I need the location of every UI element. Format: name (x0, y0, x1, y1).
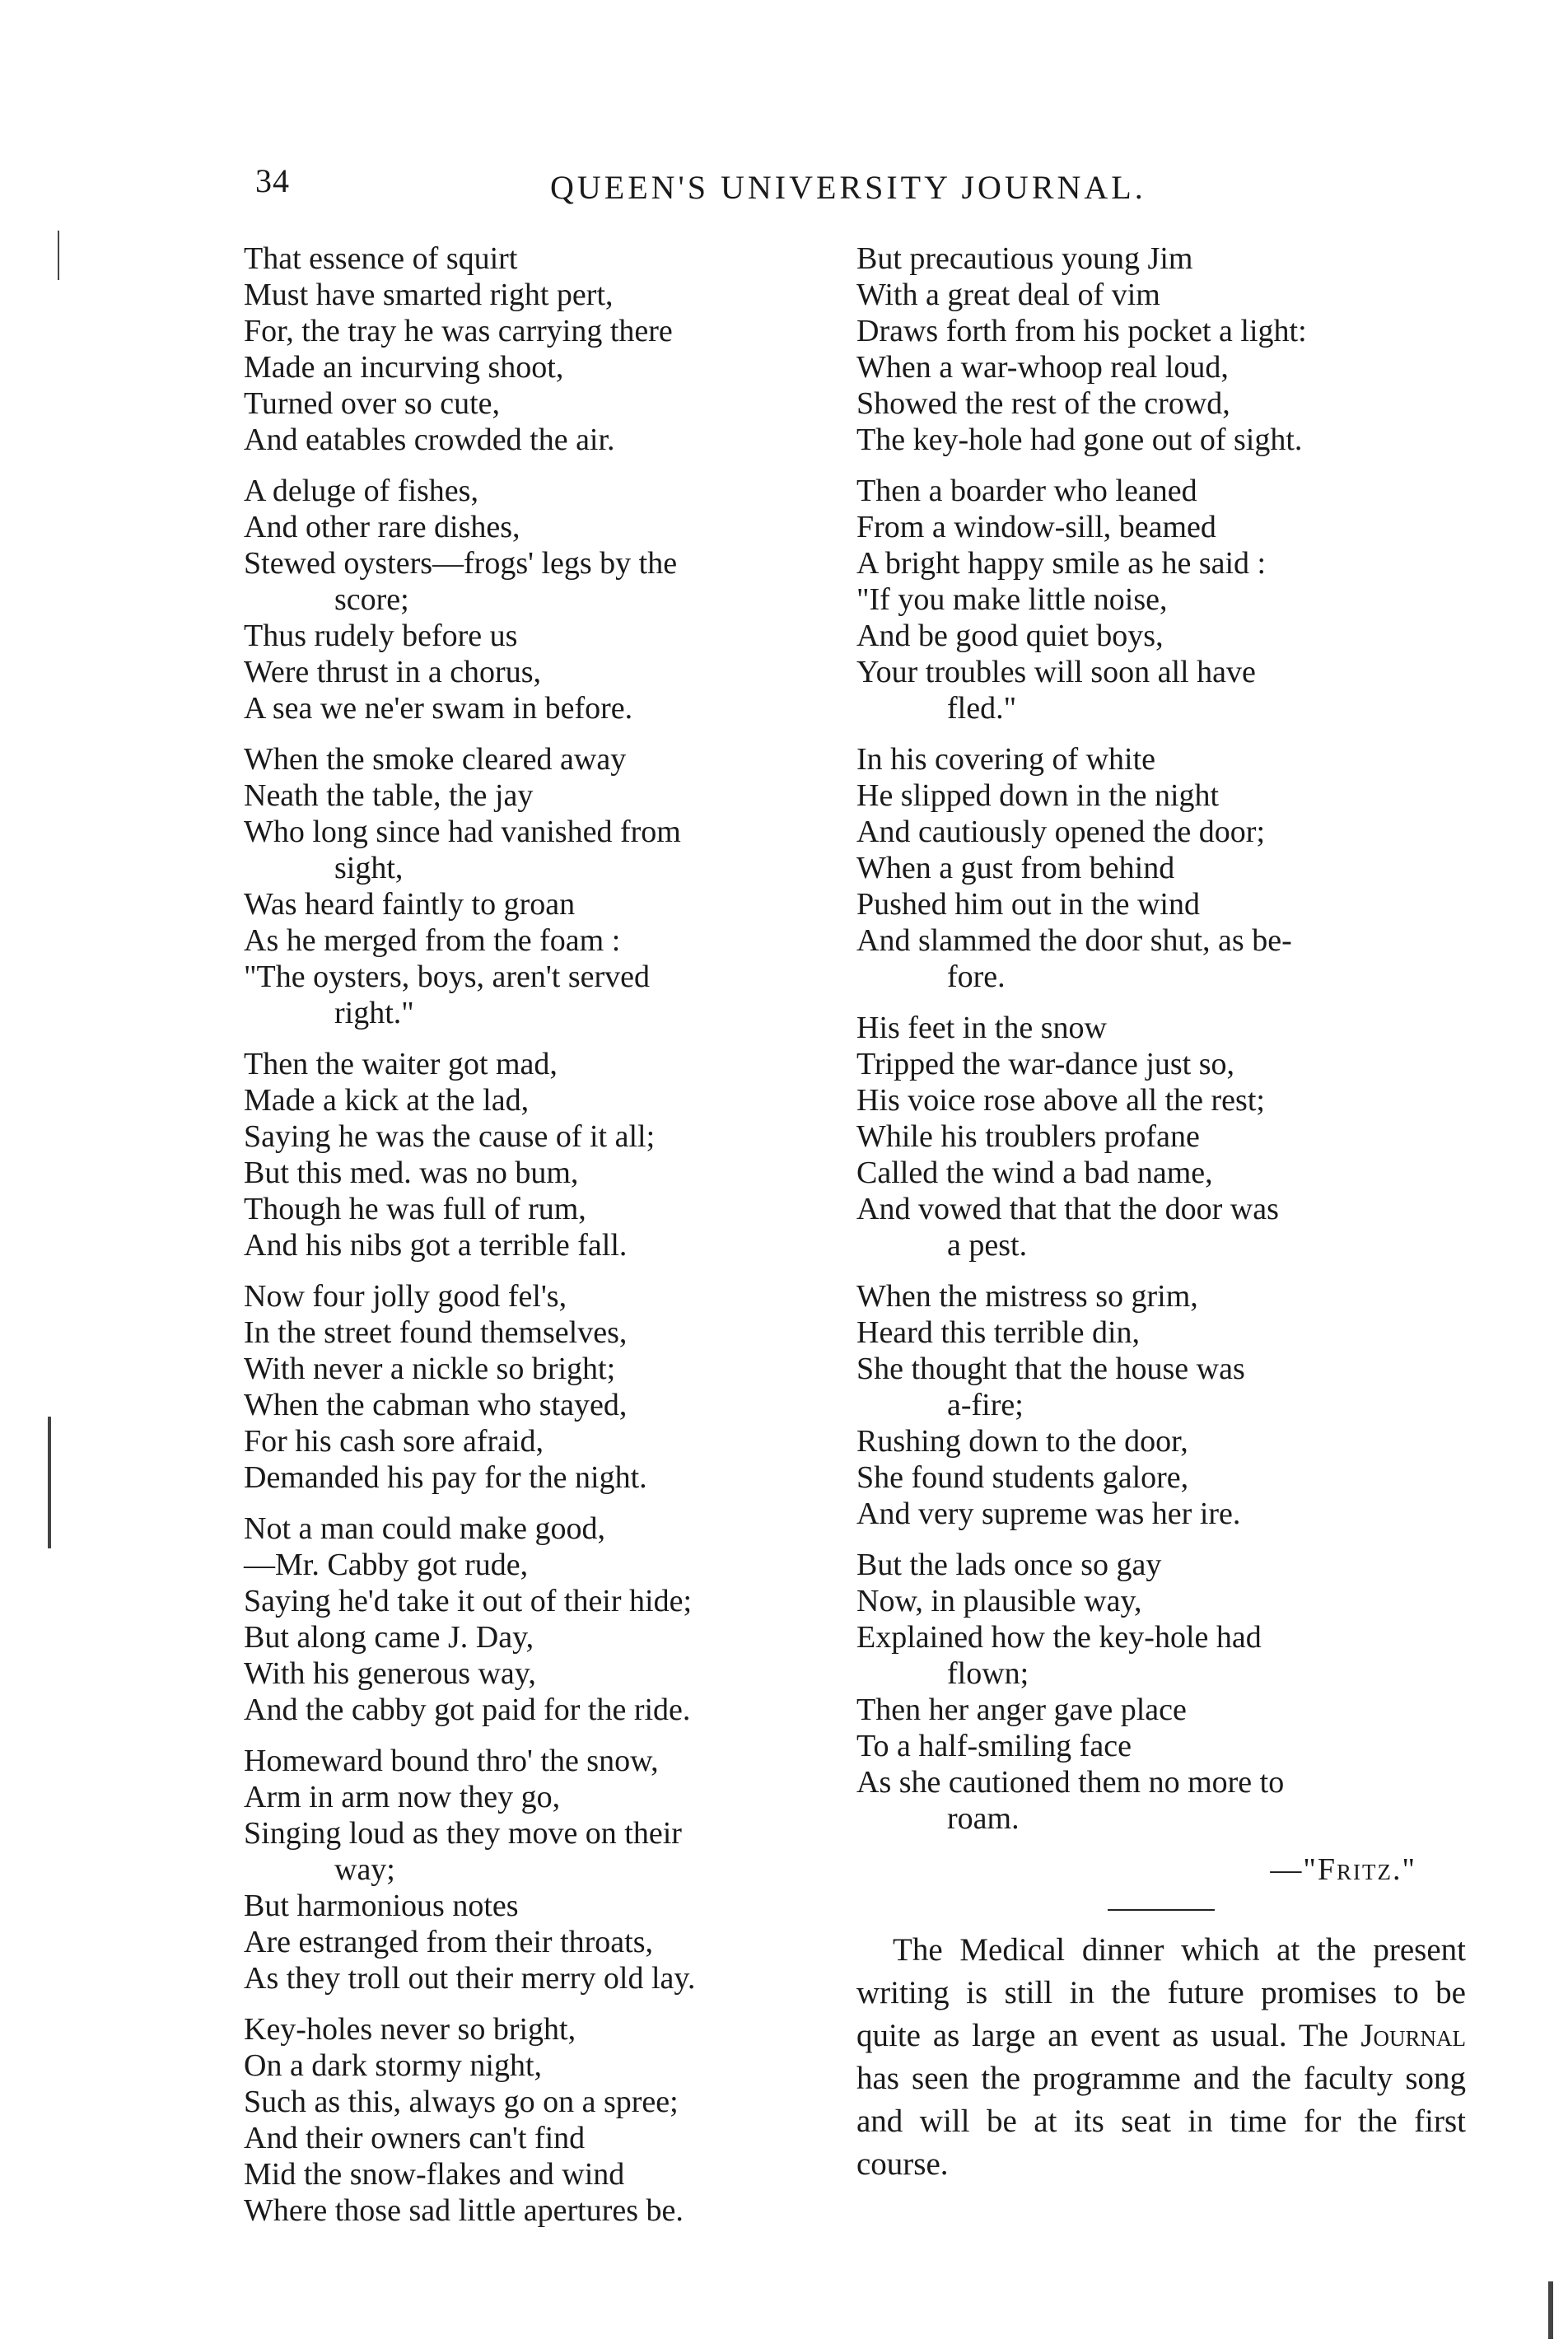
poem-line: She thought that the house was (856, 1352, 1245, 1386)
poem-line: Mid the snow-flakes and wind (244, 2157, 625, 2192)
poem-line: As she cautioned them no more to (856, 1765, 1285, 1800)
poem-line: fled." (947, 691, 1017, 726)
poem-line: And slammed the door shut, as be- (856, 923, 1292, 958)
poem-line: Who long since had vanished from (244, 815, 681, 849)
poem-stanza (856, 741, 1466, 995)
running-title: QUEEN'S UNIVERSITY JOURNAL. (550, 169, 1146, 206)
poem-stanza (244, 741, 820, 1031)
poem-line: And his nibs got a terrible fall. (244, 1228, 628, 1263)
poem-line: When the cabman who stayed, (244, 1388, 628, 1422)
poem-line: Now, in plausible way, (856, 1584, 1142, 1618)
poem-line: Then a boarder who leaned (856, 474, 1197, 508)
poem-line: Then her anger gave place (856, 1693, 1187, 1727)
poem-line: Where those sad little apertures be. (244, 2193, 684, 2228)
poem-line: Are estranged from their throats, (244, 1925, 653, 1959)
poem-line: But harmonious notes (244, 1889, 519, 1923)
poem-line: Made a kick at the lad, (244, 1083, 530, 1118)
poem-line: Not a man could make good, (244, 1511, 606, 1546)
poem-line: And vowed that that the door was (856, 1192, 1279, 1226)
poem-line: right." (334, 996, 414, 1030)
poem-line: Rushing down to the door, (856, 1424, 1188, 1459)
poem-line: As they troll out their merry old lay. (244, 1961, 696, 1996)
poem-stanza (244, 240, 820, 458)
poem-stanza (856, 1547, 1466, 1837)
poem-line: Must have smarted right pert, (244, 278, 614, 312)
poem-line: When a gust from behind (856, 851, 1175, 885)
journal-smallcaps: Journal (1360, 2018, 1466, 2053)
poem-line: A deluge of fishes, (244, 474, 478, 508)
poem-line: That essence of squirt (244, 241, 518, 276)
poem-line: flown; (947, 1656, 1029, 1691)
section-divider (1108, 1909, 1215, 1911)
poem-line: Stewed oysters—frogs' legs by the (244, 546, 678, 581)
poem-line: Heard this terrible din, (856, 1315, 1141, 1350)
poem-line: He slipped down in the night (856, 778, 1220, 813)
poem-line: In the street found themselves, (244, 1315, 628, 1350)
poem-stanza (244, 1046, 820, 1263)
poem-line: a pest. (947, 1228, 1028, 1263)
poem-stanza (856, 1010, 1466, 1263)
poem-line: And eatables crowded the air. (244, 423, 615, 457)
poem-line: But this med. was no bum, (244, 1156, 579, 1190)
poem-line: With his generous way, (244, 1656, 536, 1691)
poem-line: Were thrust in a chorus, (244, 655, 541, 689)
poem-stanza (244, 1511, 820, 1728)
poem-line: With never a nickle so bright; (244, 1352, 616, 1386)
poem-stanza (244, 1278, 820, 1496)
poem-line: Turned over so cute, (244, 386, 500, 421)
poem-line: sight, (334, 851, 404, 885)
poem-line: Such as this, always go on a spree; (244, 2085, 679, 2119)
poem-line: Singing loud as they move on their (244, 1816, 682, 1851)
right-column (856, 240, 1466, 2186)
poem-line: From a window-sill, beamed (856, 510, 1216, 544)
left-column (244, 240, 820, 2244)
poem-line: On a dark stormy night, (244, 2048, 543, 2083)
poem-stanza (244, 2011, 820, 2229)
poem-line: To a half-smiling face (856, 1729, 1132, 1763)
poem-line: Thus rudely before us (244, 619, 518, 653)
poem-line: And cautiously opened the door; (856, 815, 1266, 849)
poem-line: Explained how the key-hole had (856, 1620, 1262, 1655)
poem-line: And the cabby got paid for the ride. (244, 1693, 691, 1727)
poem-line: For his cash sore afraid, (244, 1424, 544, 1459)
poem-line: With a great deal of vim (856, 278, 1160, 312)
poem-line: Though he was full of rum, (244, 1192, 586, 1226)
poem-line: Called the wind a bad name, (856, 1156, 1213, 1190)
prose-text-after: has seen the programme and the faculty song and will be at its seat in time for the first course. (856, 2061, 1466, 2182)
poem-line: She found students galore, (856, 1460, 1189, 1495)
right-poem-stanzas (856, 240, 1466, 1837)
poem-line: fore. (947, 960, 1006, 994)
poem-line: roam. (947, 1801, 1020, 1836)
poem-line: Tripped the war-dance just so, (856, 1047, 1235, 1081)
poem-line: way; (334, 1852, 395, 1887)
scan-edge-mark (58, 231, 59, 280)
poem-line: a-fire; (947, 1388, 1024, 1422)
poem-line: Was heard faintly to groan (244, 887, 576, 922)
poem-line: Draws forth from his pocket a light: (856, 314, 1307, 348)
poem-line: Neath the table, the jay (244, 778, 534, 813)
scan-edge-mark (48, 1417, 51, 1548)
poem-signature: —"Fritz." (1270, 1852, 1416, 1887)
poem-line: For, the tray he was carrying there (244, 314, 673, 348)
poem-line: "The oysters, boys, aren't served (244, 960, 650, 994)
poem-line: Arm in arm now they go, (244, 1780, 561, 1814)
poem-line: Demanded his pay for the night. (244, 1460, 647, 1495)
poem-line: And their owners can't find (244, 2121, 586, 2155)
poem-stanza (856, 1278, 1466, 1532)
poem-line: Pushed him out in the wind (856, 887, 1200, 922)
poem-line: The key-hole had gone out of sight. (856, 423, 1303, 457)
poem-stanza (856, 473, 1466, 726)
poem-line: —Mr. Cabby got rude, (244, 1548, 529, 1582)
poem-line: Showed the rest of the crowd, (856, 386, 1230, 421)
poem-line: His feet in the snow (856, 1011, 1107, 1045)
poem-line: Now four jolly good fel's, (244, 1279, 567, 1314)
poem-line: But the lads once so gay (856, 1548, 1162, 1582)
poem-line: His voice rose above all the rest; (856, 1083, 1265, 1118)
poem-stanza (856, 240, 1466, 458)
poem-line: And other rare dishes, (244, 510, 520, 544)
poem-line: Saying he was the cause of it all; (244, 1119, 656, 1154)
poem-line: As he merged from the foam : (244, 923, 621, 958)
poem-line: A sea we ne'er swam in before. (244, 691, 633, 726)
scan-edge-mark (1548, 2281, 1553, 2339)
page-number: 34 (255, 162, 290, 199)
poem-line: But along came J. Day, (244, 1620, 534, 1655)
poem-line: "If you make little noise, (856, 582, 1168, 617)
poem-line: Homeward bound thro' the snow, (244, 1744, 659, 1778)
medical-dinner-paragraph (856, 1929, 1466, 2186)
poem-line: While his troublers profane (856, 1119, 1200, 1154)
poem-line: Saying he'd take it out of their hide; (244, 1584, 693, 1618)
poem-line: Your troubles will soon all have (856, 655, 1256, 689)
poem-line: When a war-whoop real loud, (856, 350, 1229, 385)
poem-line: Key-holes never so bright, (244, 2012, 576, 2047)
poem-line: When the mistress so grim, (856, 1279, 1198, 1314)
poem-line: Then the waiter got mad, (244, 1047, 558, 1081)
poem-stanza (244, 1743, 820, 1996)
poem-line: When the smoke cleared away (244, 742, 627, 777)
prose-text-before: The Medical dinner which at the present writing is still in the future promises to be quite as large an event as usual. The (856, 1932, 1466, 2053)
poem-stanza (244, 473, 820, 726)
poem-line: And very supreme was her ire. (856, 1497, 1241, 1531)
poem-line: A bright happy smile as he said : (856, 546, 1267, 581)
poem-line: In his covering of white (856, 742, 1156, 777)
poem-line: score; (334, 582, 409, 617)
poem-line: And be good quiet boys, (856, 619, 1164, 653)
poem-line: But precautious young Jim (856, 241, 1193, 276)
poem-line: Made an incurving shoot, (244, 350, 564, 385)
